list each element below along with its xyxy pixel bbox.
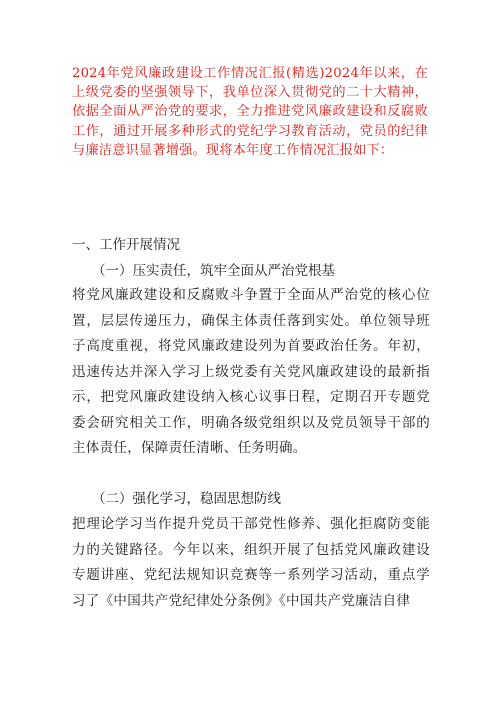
subheading-study: （二）强化学习，稳固思想防线 [92, 491, 281, 507]
report-title-intro: 2024年党风廉政建设工作情况汇报(精选)2024年以来，在上级党委的坚强领导下，我单位深入贯彻党的二十大精神，依据全面从严治党的要求，全力推进党风廉政建设和反腐败工作，通过开展多种形式的党纪学习教育活动，党员的纪律与廉洁意识显著增强。现将本年度工作情况汇报如下： [72, 66, 428, 158]
section-heading-work-status: 一、工作开展情况 [72, 237, 180, 253]
paragraph-responsibility: 将党风廉政建设和反腐败斗争置于全面从严治党的核心位置，层层传递压力，确保主体责任落到实处。单位领导班子高度重视，将党风廉政建设列为首要政治任务。年初，迅速传达并深入学习上级党委有关党风廉政建设的最新指示，把党风廉政建设纳入核心议事日程，定期召开专题党委会研究相关工作，明确各级党组织以及党员领导干部的主体责任，保障责任清晰、任务明确。 [72, 287, 430, 456]
subheading-responsibility: （一）压实责任，筑牢全面从严治党根基 [92, 263, 335, 279]
paragraph-study: 把理论学习当作提升党员干部党性修养、强化拒腐防变能力的关键路径。今年以来，组织开展了包括党风廉政建设专题讲座、党纪法规知识竞赛等一系列学习活动，重点学习了《中国共产党纪律处分条例》《中国共产党廉洁自律 [72, 516, 430, 609]
